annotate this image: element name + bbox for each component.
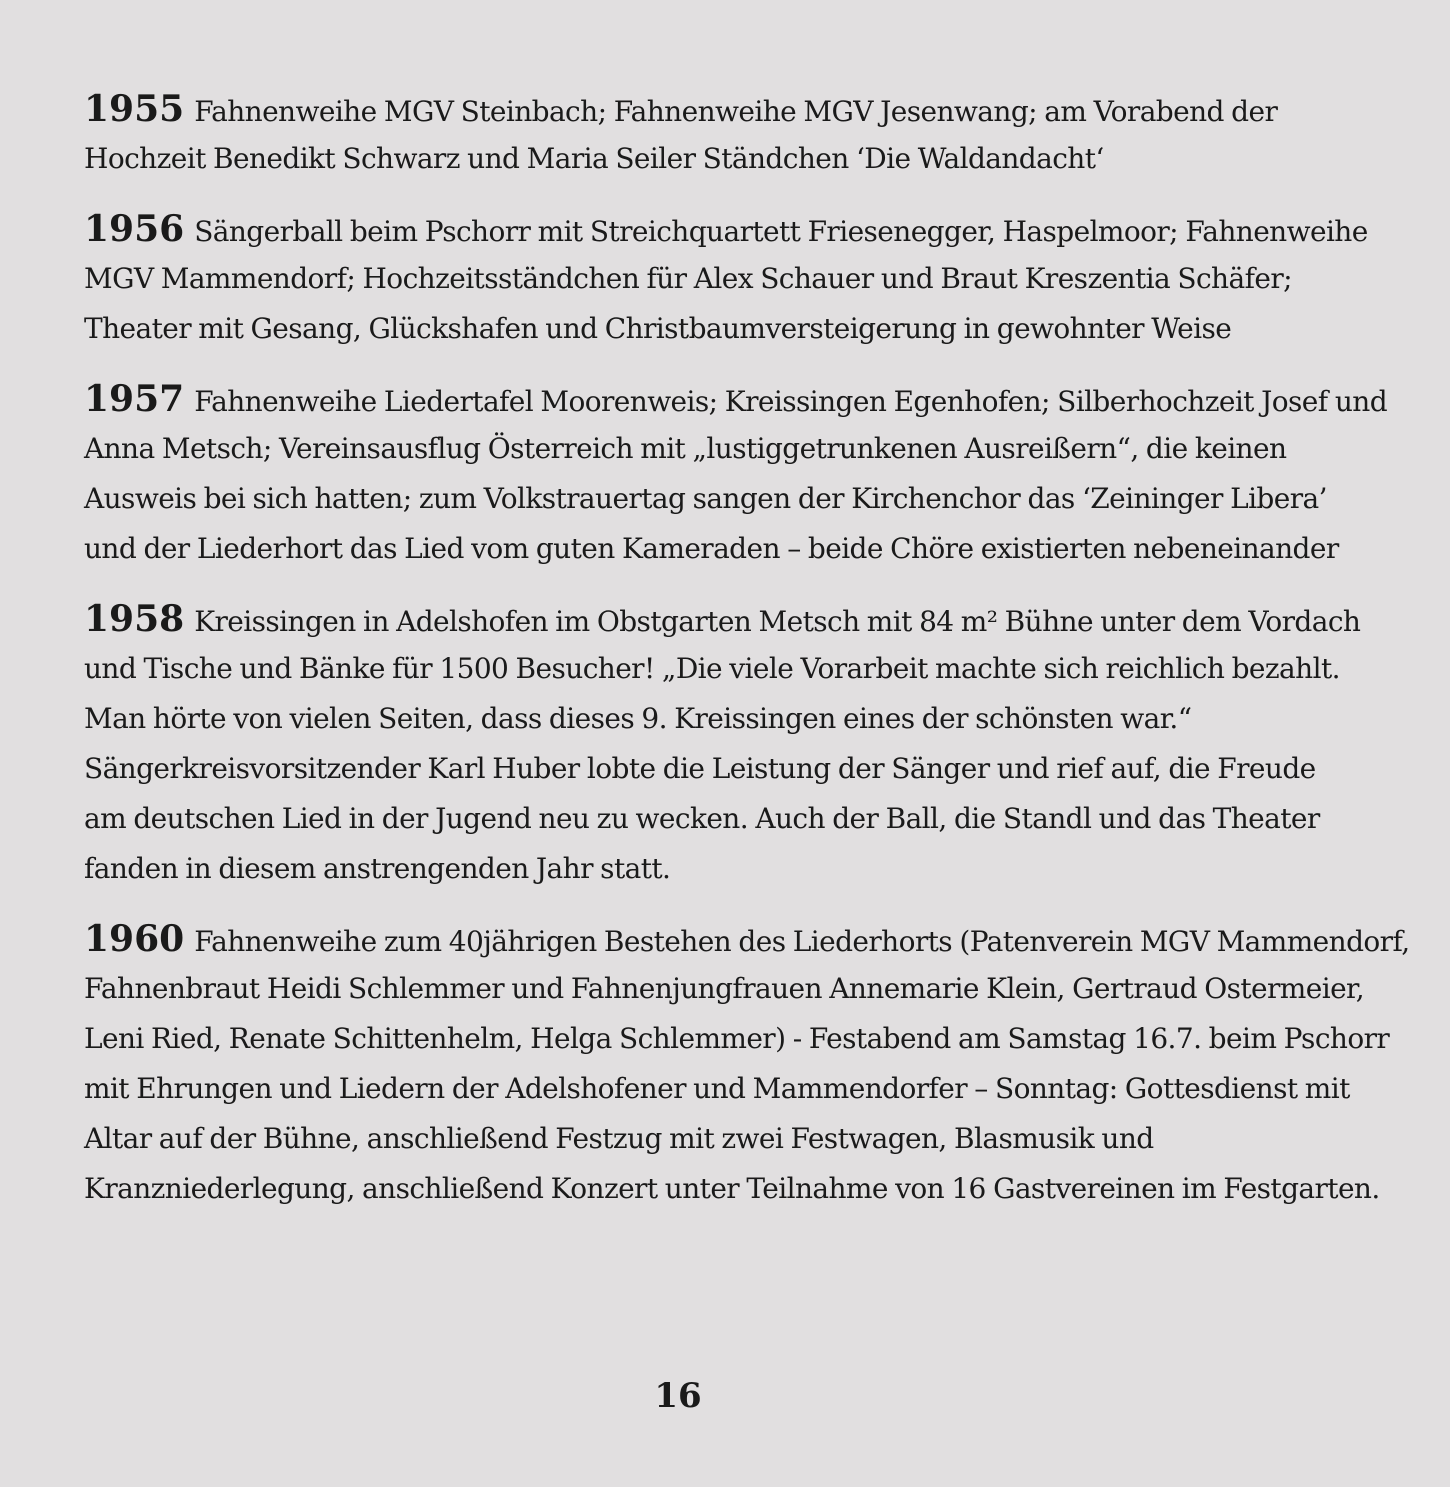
entry-1957 — [84, 374, 1388, 574]
entry-line: Ausweis bei sich hatten; zum Volkstrauertag sangen der Kirchenchor das ‘Zeininger Libera’ — [84, 482, 1327, 515]
entry-line — [84, 204, 1384, 254]
entry-line: Kranzniederlegung, anschließend Konzert unter Teilnahme von 16 Gastvereinen im Festgarten. — [84, 1172, 1380, 1205]
year-label: 1956 — [84, 208, 185, 250]
entry-line: Sängerkreisvorsitzender Karl Huber lobte die Leistung der Sänger und rief auf, die Freude — [84, 752, 1316, 785]
entry-line: Anna Metsch; Vereinsausflug Österreich mit „lustiggetrunkenen Ausreißern“, die keinen — [84, 432, 1287, 465]
entry-line: und der Liederhort das Lied vom guten Kameraden – beide Chöre existierten nebeneinander — [84, 532, 1339, 565]
chronicle-page — [84, 84, 1410, 1232]
year-label: 1958 — [84, 598, 185, 640]
entry-line: MGV Mammendorf; Hochzeitsständchen für Alex Schauer und Braut Kreszentia Schäfer; — [84, 262, 1292, 295]
entry-line: Man hörte von vielen Seiten, dass dieses 9. Kreissingen eines der schönsten war.“ — [84, 702, 1192, 735]
entry-line: und Tische und Bänke für 1500 Besucher! „Die viele Vorarbeit machte sich reichlich bezahlt. — [84, 652, 1340, 685]
year-label: 1955 — [84, 88, 185, 130]
year-label: 1960 — [84, 918, 185, 960]
entry-text: Fahnenweihe MGV Steinbach; Fahnenweihe MGV Jesenwang; am Vorabend der — [194, 95, 1278, 128]
entry-line: Fahnenbraut Heidi Schlemmer und Fahnenjungfrauen Annemarie Klein, Gertraud Ostermeier, — [84, 972, 1365, 1005]
entry-text: Fahnenweihe zum 40jährigen Bestehen des Liederhorts (Patenverein MGV Mammendorf, — [194, 925, 1410, 958]
entry-line — [84, 594, 1384, 644]
entry-line: Theater mit Gesang, Glückshafen und Christbaumversteigerung in gewohnter Weise — [84, 312, 1232, 345]
page-number: 16 — [654, 1376, 702, 1416]
entry-line: Altar auf der Bühne, anschließend Festzug mit zwei Festwagen, Blasmusik und — [84, 1122, 1154, 1155]
entry-line: Leni Ried, Renate Schittenhelm, Helga Schlemmer) - Festabend am Samstag 16.7. beim Pschorr — [84, 1022, 1390, 1055]
entry-text: Sängerball beim Pschorr mit Streichquartett Friesenegger, Haspelmoor; Fahnenweihe — [194, 215, 1368, 248]
entry-line: am deutschen Lied in der Jugend neu zu wecken. Auch der Ball, die Standl und das Theater — [84, 802, 1320, 835]
entry-line — [84, 84, 1384, 134]
entry-text: Kreissingen in Adelshofen im Obstgarten Metsch mit 84 m² Bühne unter dem Vordach — [194, 605, 1361, 638]
entry-text: Fahnenweihe Liedertafel Moorenweis; Kreissingen Egenhofen; Silberhochzeit Josef und — [194, 385, 1388, 418]
year-label: 1957 — [84, 378, 185, 420]
entry-1955 — [84, 84, 1384, 184]
entry-1960 — [84, 914, 1410, 1214]
entry-1958 — [84, 594, 1384, 894]
entry-line — [84, 914, 1410, 964]
entry-line: mit Ehrungen und Liedern der Adelshofener und Mammendorfer – Sonntag: Gottesdienst mit — [84, 1072, 1350, 1105]
entry-line — [84, 374, 1388, 424]
entry-1956 — [84, 204, 1384, 354]
entry-line: Hochzeit Benedikt Schwarz und Maria Seiler Ständchen ‘Die Waldandacht‘ — [84, 142, 1104, 175]
entry-line: fanden in diesem anstrengenden Jahr statt. — [84, 852, 671, 885]
